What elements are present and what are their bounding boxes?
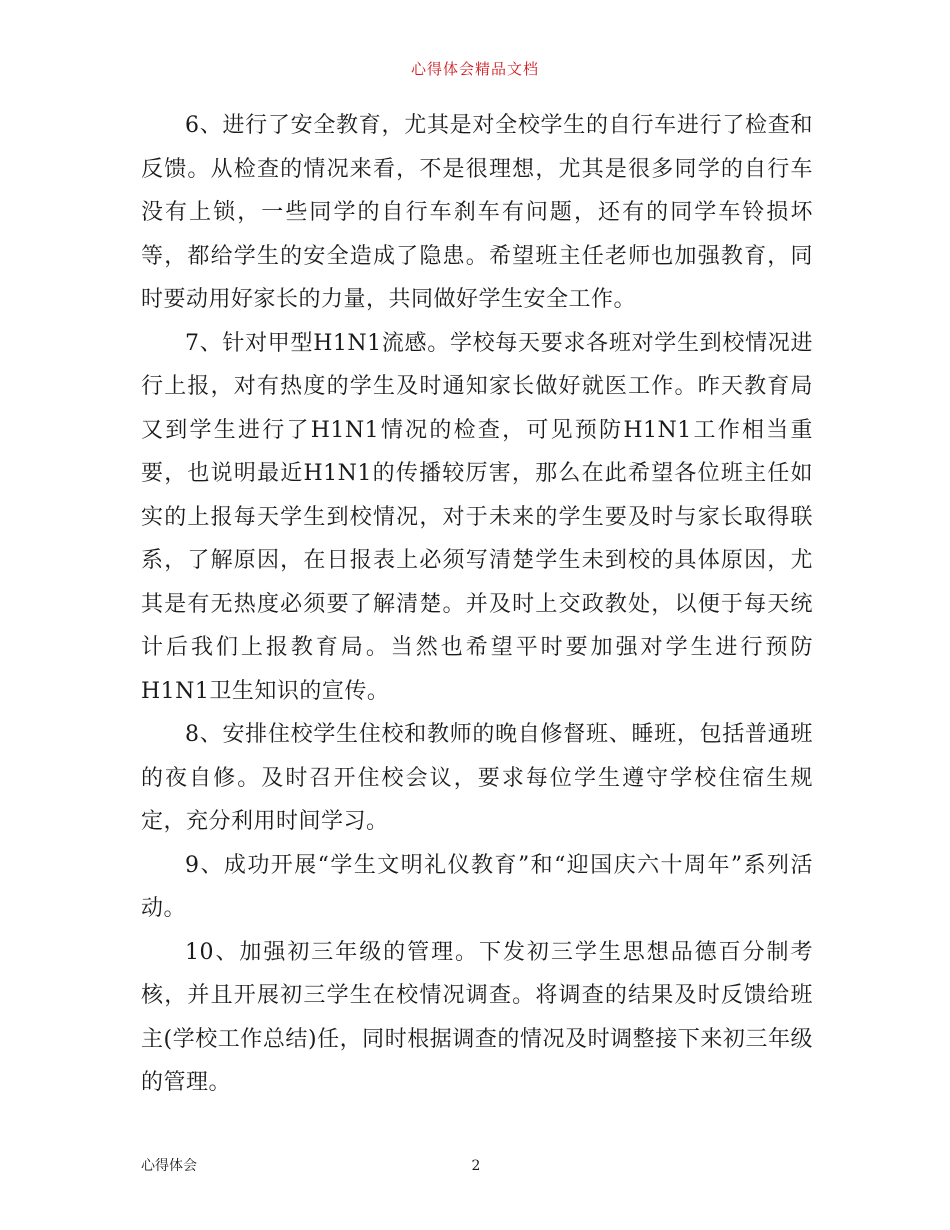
footer-label: 心得体会 [141,1158,197,1174]
document-body [141,104,813,1105]
paragraph-7: 7、针对甲型H1N1流感。学校每天要求各班对学生到校情况进行上报，对有热度的学生及时通知家长做好就医工作。昨天教育局又到学生进行了H1N1情况的检查，可见预防H1N1工作相当重要，也说明最近H1N1的传播较厉害，那么在此希望各位班主任如实的上报每天学生到校情况，对于未来的学生要及时与家长取得联系，了解原因，在日报表上必须写清楚学生未到校的具体原因，尤其是有无热度必须要了解清楚。并及时上交政教处，以便于每天统计后我们上报教育局。当然也希望平时要加强对学生进行预防H1N1卫生知识的宣传。 [141,330,813,704]
paragraph-8: 8、安排住校学生住校和教师的晚自修督班、睡班，包括普通班的夜自修。及时召开住校会议，要求每位学生遵守学校住宿生规定，充分利用时间学习。 [141,722,813,834]
paragraph-6: 6、进行了安全教育，尤其是对全校学生的自行车进行了检查和反馈。从检查的情况来看，不是很理想，尤其是很多同学的自行车没有上锁，一些同学的自行车刹车有问题，还有的同学车铃损坏等，都给学生的安全造成了隐患。希望班主任老师也加强教育，同时要动用好家长的力量，共同做好学生安全工作。 [141,113,813,312]
header-title: 心得体会精品文档 [410,60,539,78]
page-number: 2 [471,1158,481,1174]
paragraph-10: 10、加强初三年级的管理。下发初三学生思想品德百分制考核，并且开展初三学生在校情况调查。将调查的结果及时反馈给班主(学校工作总结)任，同时根据调查的情况及时调整接下来初三年级的管理。 [141,939,813,1095]
paragraph-9: 9、成功开展“学生文明礼仪教育”和“迎国庆六十周年”系列活动。 [141,852,813,921]
